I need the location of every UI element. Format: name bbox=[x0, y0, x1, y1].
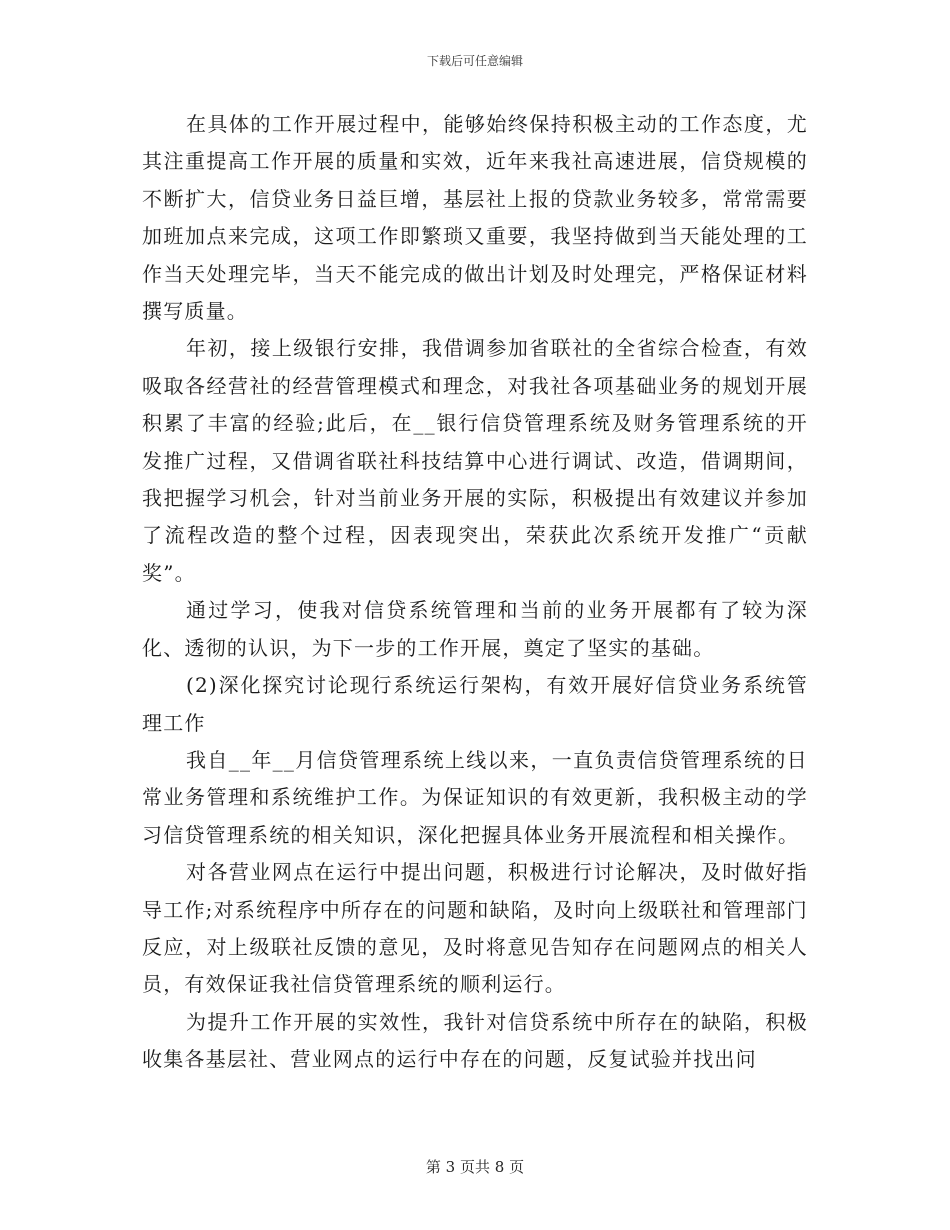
page-header-note: 下载后可任意编辑 bbox=[426, 54, 523, 68]
paragraph-1: 在具体的工作开展过程中，能够始终保持积极主动的工作态度，尤其注重提高工作开展的质量和实效，近年来我社高速进展，信贷规模的不断扩大，信贷业务日益巨增，基层社上报的贷款业务较多，常常需要加班加点来完成，这项工作即繁琐又重要，我坚持做到当天能处理的工作当天处理完毕，当天不能完成的做出计划及时处理完，严格保证材料撰写质量。 bbox=[142, 112, 808, 324]
paragraph-5: 我自__年__月信贷管理系统上线以来，一直负责信贷管理系统的日常业务管理和系统维护工作。为保证知识的有效更新，我积极主动的学习信贷管理系统的相关知识，深化把握具体业务开展流程和相关操作。 bbox=[142, 747, 808, 847]
paragraph-4-subheading: (2)深化探究讨论现行系统运行架构，有效开展好信贷业务系统管理工作 bbox=[142, 673, 808, 735]
page-number: 第 3 页共 8 页 bbox=[425, 1158, 525, 1176]
paragraph-2: 年初，接上级银行安排，我借调参加省联社的全省综合检查，有效吸取各经营社的经营管理模式和理念，对我社各项基础业务的规划开展积累了丰富的经验;此后，在__银行信贷管理系统及财务管理系统的开发推广过程，又借调省联社科技结算中心进行调试、改造，借调期间，我把握学习机会，针对当前业务开展的实际，积极提出有效建议并参加了流程改造的整个过程，因表现突出，荣获此次系统开发推广“贡献奖”。 bbox=[142, 336, 808, 585]
document-body bbox=[142, 106, 808, 1079]
paragraph-3: 通过学习，使我对信贷系统管理和当前的业务开展都有了较为深化、透彻的认识，为下一步的工作开展，奠定了坚实的基础。 bbox=[142, 598, 808, 660]
paragraph-6: 对各营业网点在运行中提出问题，积极进行讨论解决，及时做好指导工作;对系统程序中所存在的问题和缺陷，及时向上级联社和管理部门反应，对上级联社反馈的意见，及时将意见告知存在问题网点的相关人员，有效保证我社信贷管理系统的顺利运行。 bbox=[142, 860, 808, 997]
paragraph-7: 为提升工作开展的实效性，我针对信贷系统中所存在的缺陷，积极收集各基层社、营业网点的运行中存在的问题，反复试验并找出问 bbox=[142, 1009, 808, 1072]
